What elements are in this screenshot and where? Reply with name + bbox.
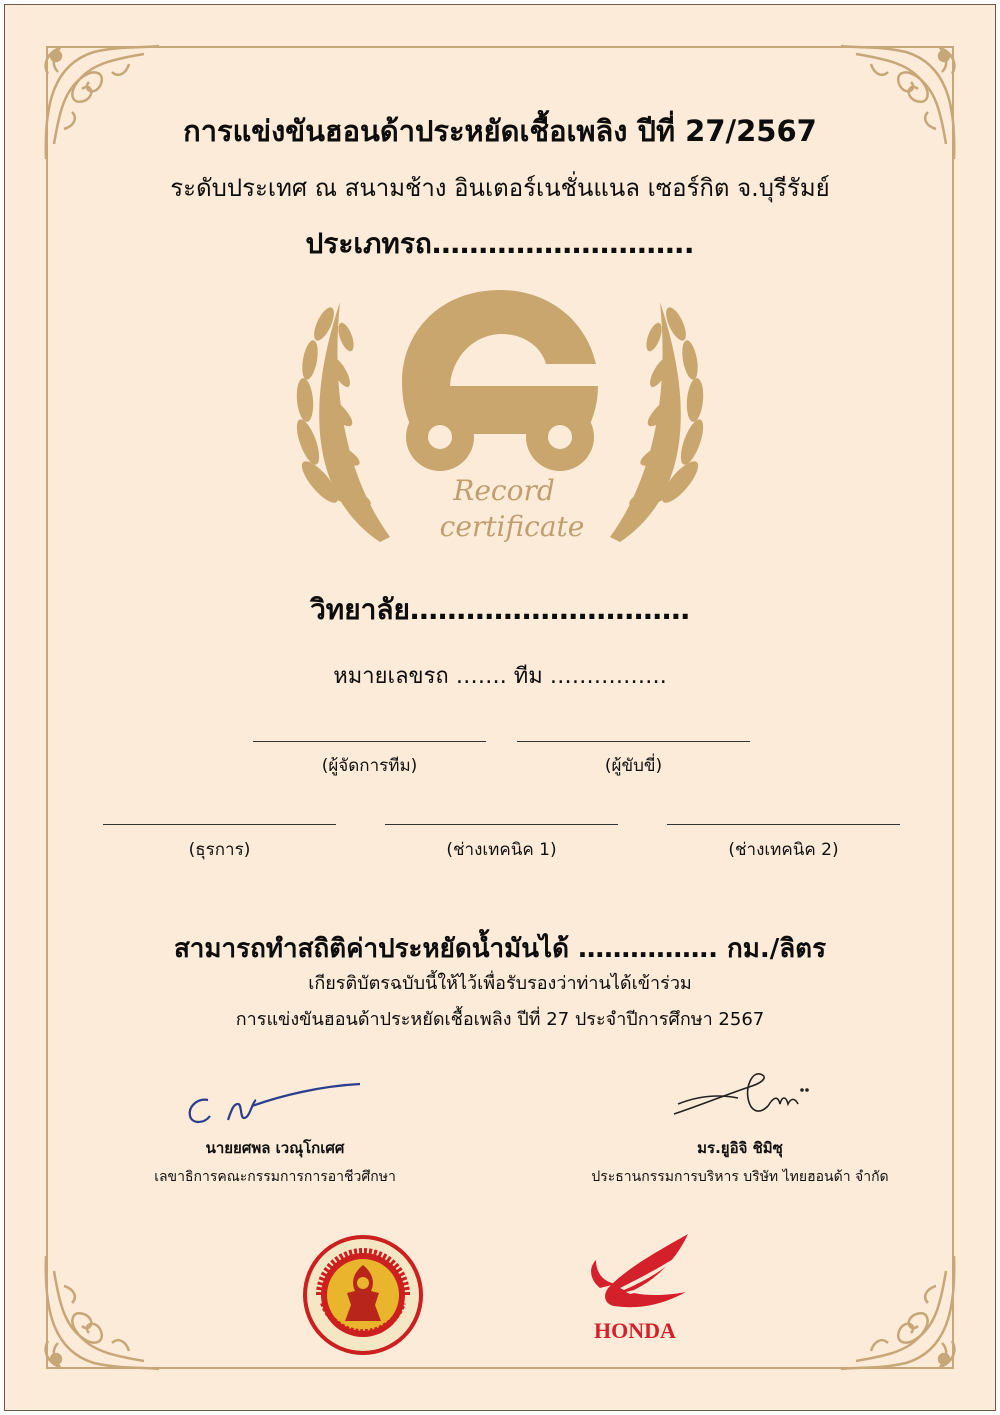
team-manager-label: (ผู้จัดการทีม) xyxy=(321,756,418,776)
car-number-team-field: หมายเลขรถ ……. ทีม ……………. xyxy=(333,664,667,689)
signature-line xyxy=(103,824,336,825)
emblem-text-record: Record xyxy=(453,474,555,507)
signature-line xyxy=(253,741,486,742)
signature-image xyxy=(668,1066,813,1126)
emblem-text-certificate: certificate xyxy=(439,510,585,543)
signatory-1-position: เลขาธิการคณะกรรมการการอาชีวศึกษา xyxy=(154,1169,396,1185)
corner-ornament-icon xyxy=(836,1251,966,1381)
signature-image xyxy=(180,1078,365,1130)
vocational-education-commission-seal-icon xyxy=(301,1233,425,1357)
honda-logo-text: HONDA xyxy=(594,1318,676,1343)
certificate-sheet xyxy=(4,4,996,1411)
certification-text-line2: การแข่งขันฮอนด้าประหยัดเชื้อเพลิง ปีที่ 27 ประจำปีการศึกษา 2567 xyxy=(235,1009,765,1030)
honda-wing-logo-icon xyxy=(560,1230,710,1350)
certificate-title: การแข่งขันฮอนด้าประหยัดเชื้อเพลิง ปีที่ 27/2567 xyxy=(183,114,817,148)
certificate-subtitle: ระดับประเทศ ณ สนามช้าง อินเตอร์เนชั่นแนล เซอร์กิต จ.บุรีรัมย์ xyxy=(170,174,830,202)
college-field: วิทยาลัย………………………… xyxy=(310,593,690,626)
signature-line xyxy=(517,741,750,742)
technician-2-label: (ช่างเทคนิค 2) xyxy=(728,840,839,860)
driver-label: (ผู้ขับขี่) xyxy=(604,756,663,776)
signatory-2-position: ประธานกรรมการบริหาร บริษัท ไทยฮอนด้า จำกัด xyxy=(591,1169,889,1185)
administrator-label: (ธุรการ) xyxy=(188,840,251,860)
vehicle-type-field: ประเภทรถ………………………. xyxy=(305,227,695,260)
signatory-2-name: มร.ยูอิจิ ชิมิซุ xyxy=(697,1139,783,1157)
certification-text-line1: เกียรติบัตรฉบับนี้ให้ไว้เพื่อรับรองว่าท่านได้เข้าร่วม xyxy=(308,973,692,994)
corner-ornament-icon xyxy=(34,1251,164,1381)
signatory-1-name: นายยศพล เวณุโกเศศ xyxy=(205,1139,345,1157)
signature-line xyxy=(667,824,900,825)
fuel-economy-result: สามารถทำสถิติค่าประหยัดน้ำมันได้ ……………. กม./ลิตร xyxy=(173,934,827,964)
technician-1-label: (ช่างเทคนิค 1) xyxy=(446,840,557,860)
signature-line xyxy=(385,824,618,825)
